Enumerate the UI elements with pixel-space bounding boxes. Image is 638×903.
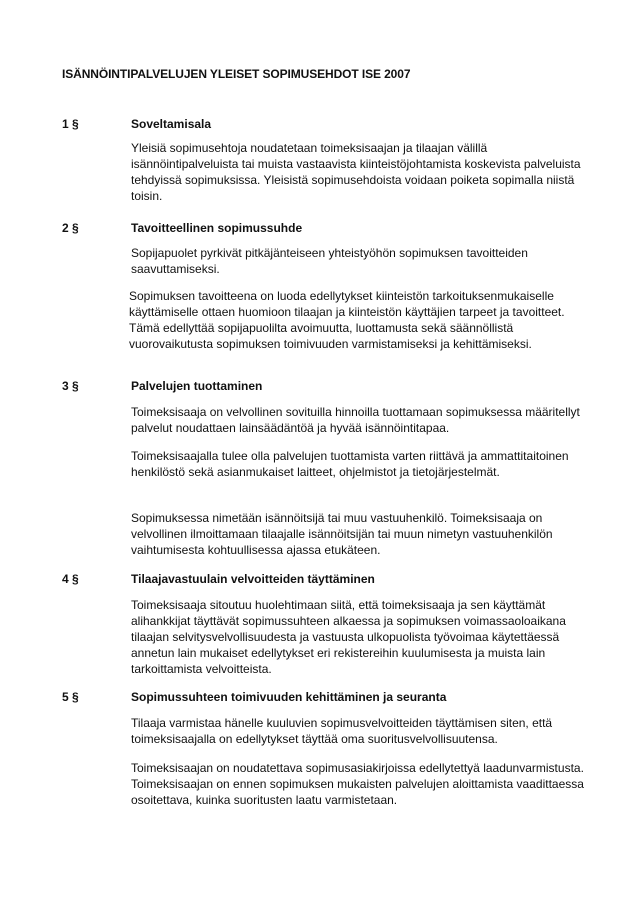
section-3-paragraph-3: Sopimuksessa nimetään isännöitsijä tai muu vastuuhenkilö. Toimeksisaaja on velvollinen ilmoittamaan tilaajalle isännöitsijän tai muun nimetyn vastuuhenkilön vaihtumisesta kohtuullisessa ajassa etukäteen. [131, 511, 553, 557]
section-number-1: 1 § [62, 117, 79, 131]
section-heading-2: Tavoitteellinen sopimussuhde [131, 221, 303, 235]
section-2-paragraph-2: Sopimuksen tavoitteena on luoda edellytykset kiinteistön tarkoituksenmukaiselle käyttämiselle ottaen huomioon tilaajan ja kiinteistön käyttäjien tarpeet ja tavoitteet. Tämä edellyttää sopijapuolilta avoimuutta, luottamusta sekä säännöllistä vuorovaikutusta sopimuksen toimivuuden varmistamiseksi ja kehittämiseksi. [129, 289, 565, 351]
section-heading-5: Sopimussuhteen toimivuuden kehittäminen ja seuranta [131, 690, 447, 704]
section-5-paragraph-2: Toimeksisaajan on noudatettava sopimusasiakirjoissa edellytettyä laadunvarmistusta. Toimeksisaajan on ennen sopimuksen mukaisten palvelujen aloittamista vaadittaessa osoitettava, kuinka suoritusten laatu varmistetaan. [131, 761, 584, 807]
section-heading-4: Tilaajavastuulain velvoitteiden täyttäminen [131, 572, 375, 586]
section-number-5: 5 § [62, 690, 79, 704]
section-2-paragraph-1: Sopijapuolet pyrkivät pitkäjänteiseen yhteistyöhön sopimuksen tavoitteiden saavuttamiseksi. [131, 246, 528, 276]
document-title: ISÄNNÖINTIPALVELUJEN YLEISET SOPIMUSEHDOT ISE 2007 [62, 67, 411, 81]
section-number-3: 3 § [62, 379, 79, 393]
section-heading-1: Soveltamisala [131, 117, 212, 131]
section-5-paragraph-1: Tilaaja varmistaa hänelle kuuluvien sopimusvelvoitteiden täyttämisen siten, että toimeksisaajalla on edellytykset täyttää oma suoritusvelvollisuutensa. [131, 716, 553, 746]
section-number-4: 4 § [62, 572, 79, 586]
section-heading-3: Palvelujen tuottaminen [131, 379, 263, 393]
section-1-paragraph-1: Yleisiä sopimusehtoja noudatetaan toimeksisaajan ja tilaajan välillä isännöintipalveluista tai muista vastaavista kiinteistöjohtamista koskevista palveluista tehdyissä sopimuksissa. Yleisistä sopimusehdoista voidaan poiketa sopimalla niistä toisin. [131, 141, 581, 203]
section-number-2: 2 § [62, 221, 79, 235]
section-4-paragraph-1: Toimeksisaaja sitoutuu huolehtimaan siitä, että toimeksisaaja ja sen käyttämät alihankkijat täyttävät sopimussuhteen alkaessa ja sopimuksen voimassaoloaikana tilaajan selvitysvelvollisuudesta ja vastuusta ulkopuolista työvoimaa käytettäessä annetun lain mukaiset edellytykset eri rekistereihin kuulumisesta ja muista lain tarkoittamista velvoitteista. [131, 598, 566, 676]
section-3-paragraph-1: Toimeksisaaja on velvollinen sovituilla hinnoilla tuottamaan sopimuksessa määritellyt palvelut noudattaen lainsäädäntöä ja hyvää isännöintitapaa. [131, 405, 580, 435]
section-3-paragraph-2: Toimeksisaajalla tulee olla palvelujen tuottamista varten riittävä ja ammattitaitoinen henkilöstö sekä asianmukaiset laitteet, ohjelmistot ja tietojärjestelmät. [131, 449, 569, 479]
